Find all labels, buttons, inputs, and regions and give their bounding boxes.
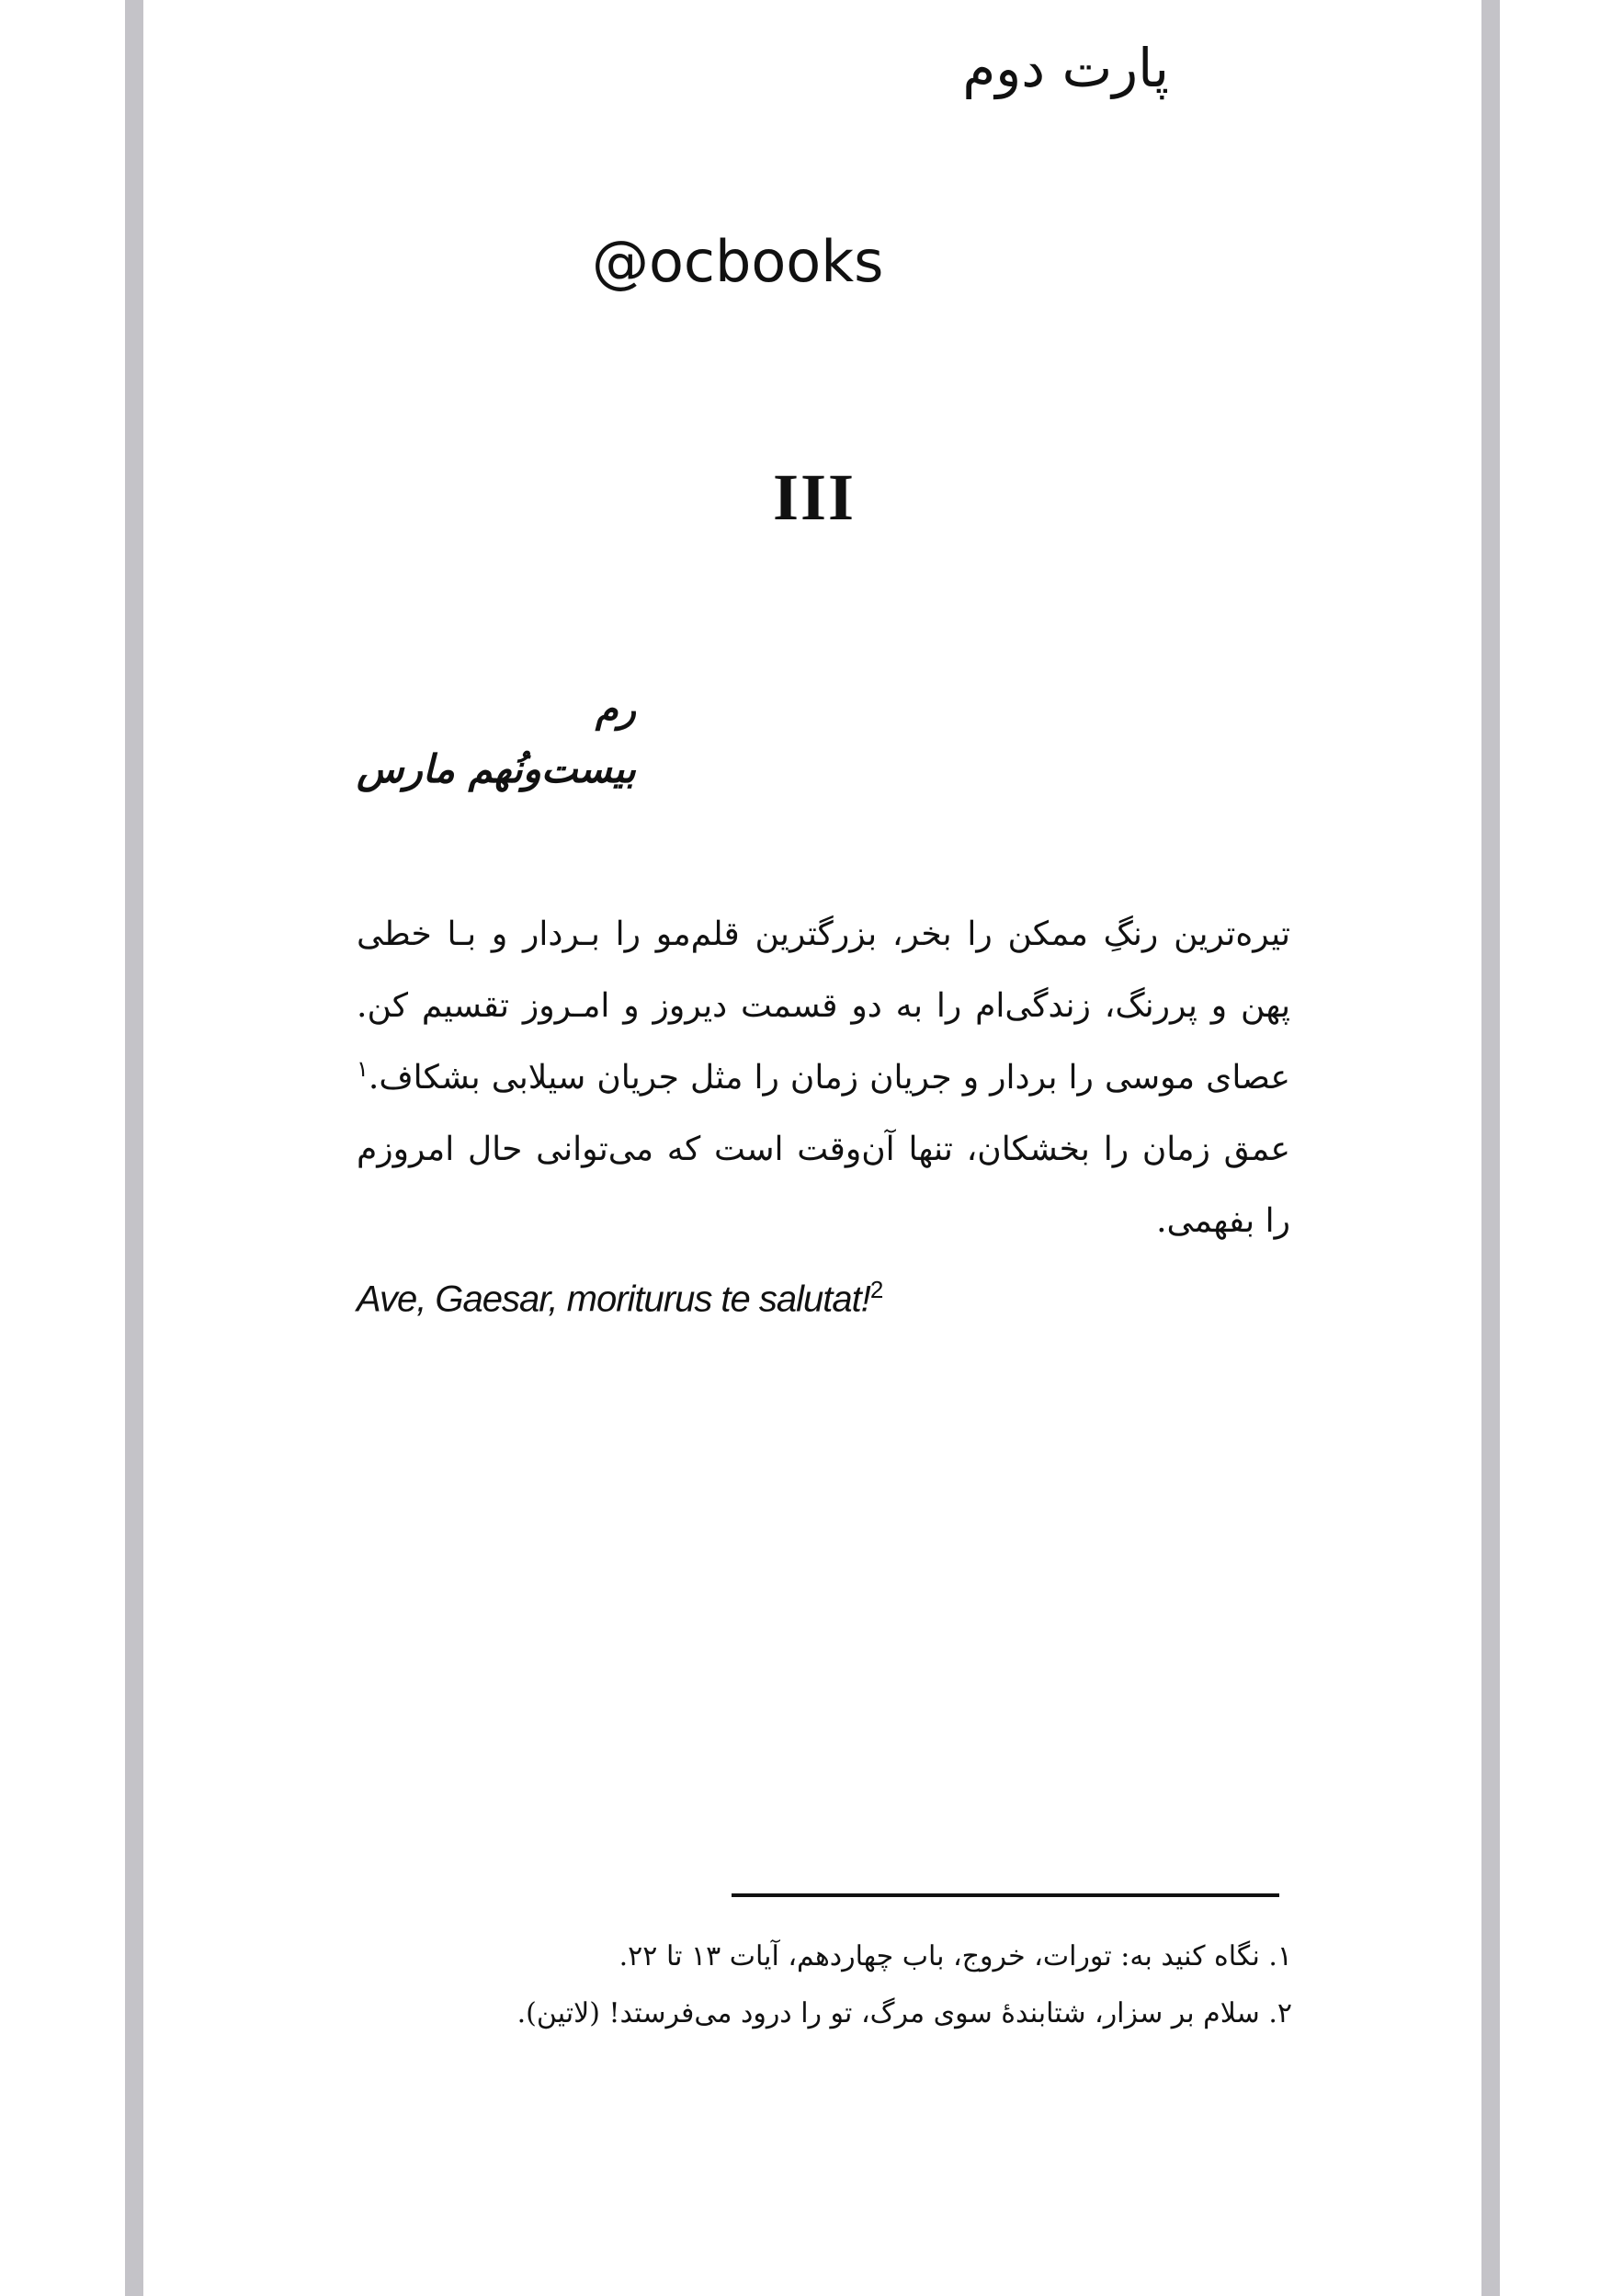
channel-handle: @ocbooks	[592, 228, 884, 295]
footnote-ref-2: 2	[869, 1276, 883, 1303]
latin-quote	[357, 1276, 882, 1320]
chapter-place: رم	[595, 688, 636, 731]
paragraph-tail: عمق زمان را بخشکان، تنها آن‌وقت است که می‌توانی حال امروزم را بفهمی.	[357, 1131, 1290, 1240]
footnotes-section	[428, 1928, 1292, 2042]
latin-quote-text: Ave, Gaesar, moriturus te salutat!	[357, 1279, 870, 1320]
chapter-number: III	[772, 460, 857, 534]
page-border-left	[125, 0, 143, 2296]
footnote-1: ۱. نگاه کنید به: تورات، خروج، باب چهاردهم، آیات ۱۳ تا ۲۲.	[619, 1940, 1292, 1972]
chapter-date: بیست‌ونُهم مارس	[357, 746, 636, 791]
part-label: پارت دوم	[962, 37, 1169, 99]
footnote-ref-1: ۱	[357, 1056, 369, 1082]
footnote-2: ۲. سلام بر سزار، شتابندهٔ سوی مرگ، تو را درود می‌فرستد! (لاتین).	[516, 1997, 1292, 2029]
page-border-right	[1481, 0, 1500, 2296]
book-page	[143, 0, 1481, 2296]
footnote-divider	[732, 1893, 1279, 1897]
body-paragraph	[357, 899, 1290, 1257]
paragraph-main: تیره‌ترین رنگِ ممکن را بخر، بزرگترین قلم‌مو را بـردار و بـا خطی پهن و پررنگ، زندگی‌ام را به دو قسمت دیروز و امـروز تقسیم کن. عصای موسی را بردار و جریان زمان را مثل جریان سیلابی بشکاف.	[357, 915, 1290, 1097]
